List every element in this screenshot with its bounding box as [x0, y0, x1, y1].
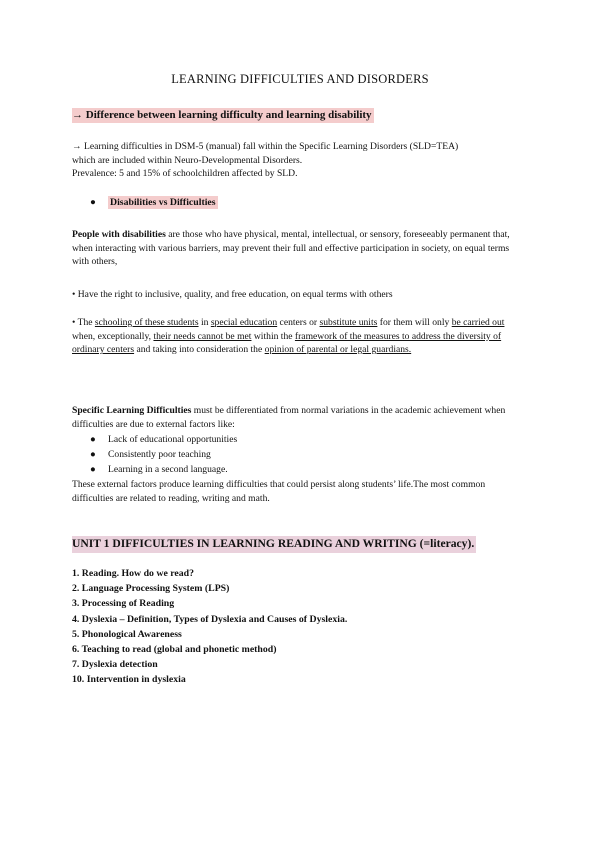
text-span: in	[198, 317, 211, 328]
schooling-paragraph	[72, 316, 528, 357]
subheading-text: Disabilities vs Difficulties	[110, 197, 216, 208]
underlined-text: framework of the measures to address the diversity of ordinary centers	[72, 330, 502, 356]
underlined-text: their needs cannot be met	[153, 330, 252, 342]
list-item-text: Learning in a second language.	[108, 464, 228, 475]
prevalence-line: Prevalence: 5 and 15% of schoolchildren affected by SLD.	[72, 168, 298, 180]
intro-paragraph	[72, 140, 528, 181]
sld-term: Specific Learning Difficulties	[72, 405, 192, 416]
intro-line: → Learning difficulties in DSM-5 (manual) fall within the Specific Learning Disorders (SLD=TEA)	[72, 141, 459, 152]
list-item: 10. Intervention in dyslexia	[72, 674, 186, 686]
unit-contents-list	[72, 566, 347, 688]
text-span: within the	[251, 330, 295, 342]
underlined-text: be carried out	[451, 317, 505, 328]
text-span: for them will only	[377, 317, 452, 328]
intro-line: which are included within Neuro-Developmental Disorders.	[72, 154, 303, 166]
subheading	[90, 197, 218, 208]
text-span: when, exceptionally,	[72, 330, 154, 342]
disabilities-paragraph	[72, 228, 528, 269]
section-heading: → Difference between learning difficulty and learning disability	[72, 109, 372, 121]
list-item: 6. Teaching to read (global and phonetic method)	[72, 644, 277, 656]
list-item: 2. Language Processing System (LPS)	[72, 583, 230, 595]
underlined-text: opinion of parental or legal guardians.	[264, 344, 412, 356]
list-item	[90, 447, 237, 462]
unit-heading: UNIT 1 DIFFICULTIES IN LEARNING READING AND WRITING (=literacy).	[72, 536, 476, 553]
disabilities-definition: are those who have physical, mental, intellectual, or sensory, foreseeably permanent that, when interacting with various barriers, may prevent their full and effective participation in society, on equal terms with others,	[72, 229, 510, 268]
list-item: 5. Phonological Awareness	[72, 628, 182, 640]
sld-definition: must be differentiated from normal variations in the academic achievement when difficulties are due to external factors like:	[72, 405, 506, 430]
sld-paragraph	[72, 404, 528, 431]
underlined-text: substitute units	[319, 317, 378, 328]
bullet-icon: ●	[90, 197, 96, 208]
list-item-text: Consistently poor teaching	[108, 449, 211, 460]
document-title: LEARNING DIFFICULTIES AND DISORDERS	[171, 72, 429, 86]
bullet-icon: ●	[90, 449, 96, 460]
bullet-icon: ●	[90, 464, 96, 475]
list-item-text: Lack of educational opportunities	[108, 434, 238, 445]
bullet-icon: ●	[90, 434, 96, 445]
list-item: 1. Reading. How do we read?	[72, 568, 195, 579]
list-item: 4. Dyslexia – Definition, Types of Dyslexia and Causes of Dyslexia.	[72, 613, 348, 625]
underlined-text: schooling of these students	[94, 317, 199, 328]
list-item	[90, 462, 237, 477]
list-item: 7. Dyslexia detection	[72, 659, 158, 671]
external-factors-list	[90, 432, 237, 477]
underlined-text: special education	[210, 317, 278, 328]
external-factors-note: These external factors produce learning difficulties that could persist along students’ life.The most common difficulties are related to reading, writing and math.	[72, 479, 486, 504]
disabilities-term: People with disabilities	[72, 229, 166, 240]
text-span: and taking into consideration the	[134, 344, 265, 356]
list-item: 3. Processing of Reading	[72, 598, 175, 610]
text-span: centers or	[277, 317, 320, 328]
text-span: • The	[72, 317, 95, 328]
rights-paragraph: • Have the right to inclusive, quality, and free education, on equal terms with others	[72, 289, 393, 300]
list-item	[90, 432, 237, 447]
